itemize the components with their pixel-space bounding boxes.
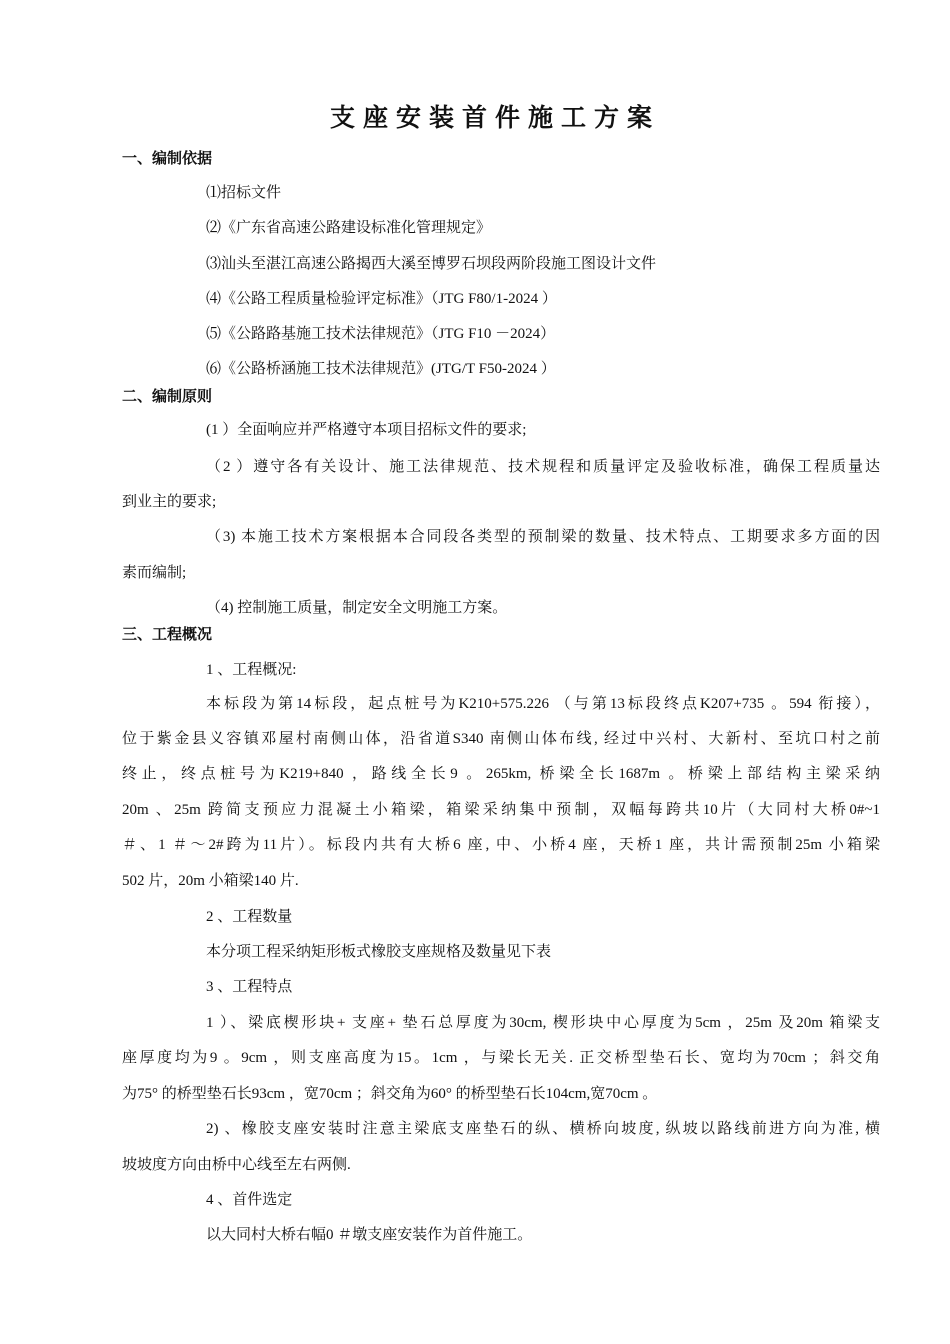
quantity-paragraph: 本分项工程采纳矩形板式橡胶支座规格及数量见下表: [206, 944, 552, 960]
first-piece-paragraph: 以大同村大桥右幅0 ＃墩支座安装作为首件施工。: [206, 1227, 533, 1243]
section-heading-basis: 一、编制依据: [122, 151, 213, 167]
subheading: 2 、工程数量: [206, 909, 293, 925]
principle-paragraph-cont: 素而编制;: [122, 565, 187, 581]
subheading: 1 、工程概况:: [206, 662, 297, 678]
overview-line: 位于紫金县义容镇邓屋村南侧山体，沿省道S340 南侧山体布线, 经过中兴村、大新村、至坑口村之前: [122, 731, 880, 747]
principle-paragraph: （3) 本施工技术方案根据本合同段各类型的预制梁的数量、技术特点、工期要求多方面的因: [206, 529, 880, 545]
feature-line: 2) 、橡胶支座安装时注意主梁底支座垫石的纵、横桥向坡度, 纵坡以路线前进方向为准, 横: [206, 1121, 880, 1137]
principle-paragraph: （2 ）遵守各有关设计、施工法律规范、技术规程和质量评定及验收标准，确保工程质量达: [206, 459, 880, 475]
overview-line: 终止，终点桩号为K219+840 ，路线全长9 。265km, 桥梁全长1687m 。桥梁上部结构主梁采纳: [122, 766, 880, 782]
feature-line: 坡坡度方向由桥中心线至左右两侧.: [122, 1157, 351, 1173]
basis-item: ⑴招标文件: [206, 185, 282, 201]
basis-item: ⑷《公路工程质量检验评定标准》（JTG F80/1-2024 ）: [206, 291, 557, 307]
principle-paragraph: (1 ）全面响应并严格遵守本项目招标文件的要求;: [206, 422, 527, 438]
document-title: 支座安装首件施工方案: [329, 105, 660, 132]
feature-line: 1 ）、梁底楔形块+ 支座+ 垫石总厚度为30cm, 楔形块中心厚度为5cm ，25m 及20m 箱梁支: [206, 1015, 880, 1031]
basis-item: ⑶汕头至湛江高速公路揭西大溪至博罗石坝段两阶段施工图设计文件: [206, 256, 657, 272]
basis-item: ⑸《公路路基施工技术法律规范》（JTG F10 －2024）: [206, 326, 556, 342]
section-heading-overview: 三、工程概况: [122, 627, 213, 643]
principle-paragraph: （4) 控制施工质量，制定安全文明施工方案。: [206, 600, 508, 616]
basis-item: ⑵《广东省高速公路建设标准化管理规定》: [206, 220, 492, 236]
section-heading-principles: 二、编制原则: [122, 389, 213, 405]
feature-line: 为75° 的桥型垫石长93cm ，宽70cm ；斜交角为60° 的桥型垫石长104cm,宽70cm 。: [122, 1086, 658, 1102]
overview-line: ＃、1 ＃～2#跨为11片）。标段内共有大桥6 座, 中、小桥4 座，天桥1 座，共计需预制25m 小箱梁: [122, 837, 880, 853]
feature-line: 座厚度均为9 。9cm ，则支座高度为15。1cm ，与梁长无关. 正交桥型垫石长、宽均为70cm ；斜交角: [122, 1050, 880, 1066]
overview-line: 20m 、25m 跨简支预应力混凝土小箱梁，箱梁采纳集中预制，双幅每跨共10片（大同村大桥0#~1: [122, 802, 880, 818]
overview-line: 502 片，20m 小箱梁140 片.: [122, 873, 299, 889]
subheading: 4 、首件选定: [206, 1192, 293, 1208]
basis-item: ⑹《公路桥涵施工技术法律规范》(JTG/T F50-2024 ）: [206, 361, 556, 377]
subheading: 3 、工程特点: [206, 979, 293, 995]
principle-paragraph-cont: 到业主的要求;: [122, 494, 217, 510]
overview-line: 本标段为第14标段，起点桩号为K210+575.226 （与第13标段终点K207+735 。594 衔接），: [206, 696, 880, 712]
